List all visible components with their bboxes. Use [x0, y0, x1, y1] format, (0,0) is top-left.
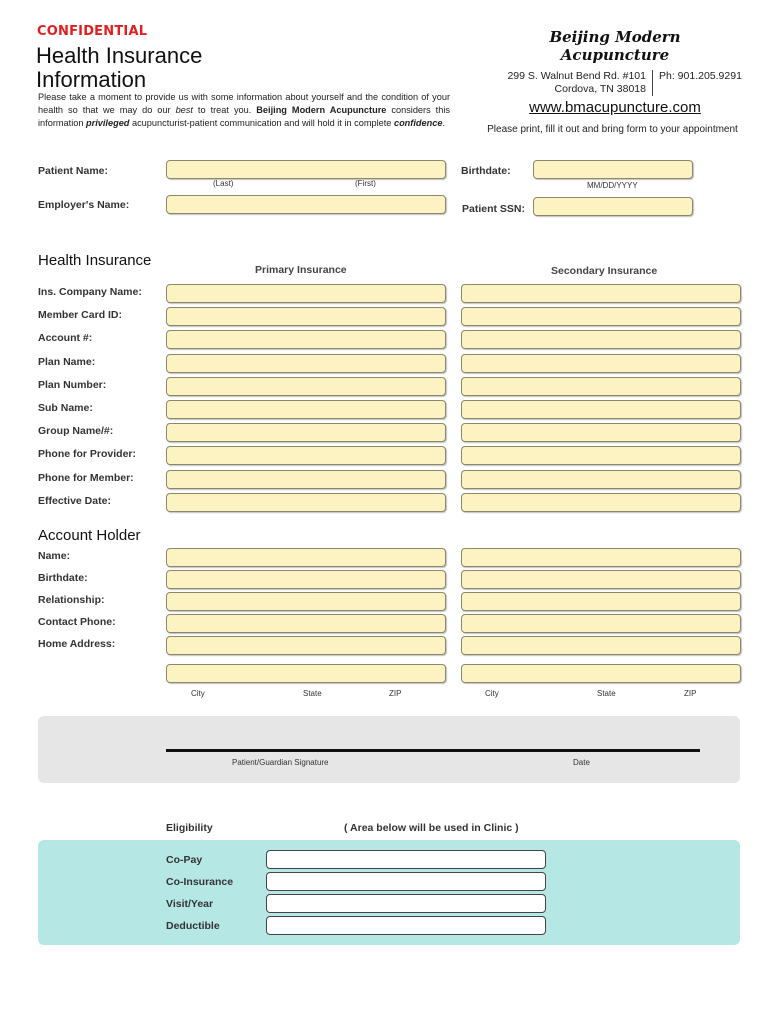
eligibility-field[interactable]	[266, 916, 546, 935]
insurance-row-label: Plan Number:	[38, 378, 107, 391]
primary-holder-field[interactable]	[166, 636, 446, 655]
eligibility-row-label: Co-Pay	[166, 854, 203, 866]
insurance-row-label: Phone for Provider:	[38, 448, 137, 461]
title-line-1: Health Insurance	[36, 43, 203, 68]
insurance-row-label: Account #:	[38, 332, 93, 345]
eligibility-field[interactable]	[266, 872, 546, 891]
intro-paragraph	[38, 91, 450, 130]
eligibility-row-label: Co-Insurance	[166, 876, 234, 888]
date-label: Date	[573, 758, 590, 767]
primary-insurance-field[interactable]	[166, 354, 446, 373]
primary-insurance-field[interactable]	[166, 470, 446, 489]
intro-text: to treat you.	[192, 105, 257, 115]
logo-line-1: Beijing Modern	[549, 28, 681, 46]
health-insurance-heading: Health Insurance	[38, 252, 152, 269]
eligibility-heading: Eligibility	[166, 822, 213, 834]
secondary-insurance-heading: Secondary Insurance	[551, 265, 658, 277]
primary-holder-field[interactable]	[166, 570, 446, 589]
holder-row-label: Name:	[38, 550, 71, 562]
insurance-row-label: Member Card ID:	[38, 309, 123, 322]
secondary-holder-field[interactable]	[461, 664, 741, 683]
employer-field[interactable]	[166, 195, 446, 214]
intro-text: .	[442, 118, 446, 128]
first-name-hint: (First)	[355, 179, 376, 188]
secondary-holder-field[interactable]	[461, 592, 741, 611]
primary-state-label: State	[303, 689, 322, 698]
ssn-label: Patient SSN:	[462, 203, 526, 215]
clinic-address	[500, 70, 653, 96]
intro-best: best	[175, 105, 193, 115]
primary-holder-field[interactable]	[166, 548, 446, 567]
address-line-1: 299 S. Walnut Bend Rd. #101	[507, 70, 646, 82]
primary-insurance-field[interactable]	[166, 307, 446, 326]
patient-name-label: Patient Name:	[38, 165, 109, 177]
account-holder-heading: Account Holder	[38, 527, 141, 544]
secondary-zip-label: ZIP	[684, 689, 697, 698]
insurance-row-label: Sub Name:	[38, 402, 93, 414]
signature-label: Patient/Guardian Signature	[232, 758, 329, 767]
birthdate-label: Birthdate:	[461, 165, 511, 177]
holder-row-label: Contact Phone:	[38, 616, 116, 628]
eligibility-row-label: Visit/Year	[166, 898, 214, 910]
primary-holder-field[interactable]	[166, 614, 446, 633]
logo-line-2: Acupuncture	[560, 46, 670, 64]
patient-name-field[interactable]	[166, 160, 446, 179]
primary-city-label: City	[191, 689, 205, 698]
holder-row-label: Home Address:	[38, 638, 116, 650]
primary-insurance-field[interactable]	[166, 423, 446, 442]
clinic-contact	[500, 70, 742, 96]
insurance-row-label: Group Name/#:	[38, 425, 114, 438]
secondary-state-label: State	[597, 689, 616, 698]
secondary-insurance-field[interactable]	[461, 446, 741, 465]
birthdate-hint: MM/DD/YYYY	[587, 181, 638, 190]
primary-insurance-field[interactable]	[166, 284, 446, 303]
primary-zip-label: ZIP	[389, 689, 402, 698]
secondary-holder-field[interactable]	[461, 548, 741, 567]
primary-insurance-field[interactable]	[166, 377, 446, 396]
signature-line[interactable]	[166, 749, 700, 752]
intro-text: Please take a moment to provide us with some information about yourself and the condition of your health so that we may do our	[38, 92, 450, 115]
title-line-2: Information	[36, 67, 147, 92]
secondary-holder-field[interactable]	[461, 614, 741, 633]
primary-insurance-field[interactable]	[166, 400, 446, 419]
clinic-phone: Ph: 901.205.9291	[659, 70, 742, 82]
holder-row-label: Relationship:	[38, 594, 105, 606]
insurance-row-label: Plan Name:	[38, 355, 96, 368]
secondary-insurance-field[interactable]	[461, 470, 741, 489]
secondary-insurance-field[interactable]	[461, 354, 741, 373]
insurance-row-label: Effective Date:	[38, 494, 111, 507]
address-line-2: Cordova, TN 38018	[554, 83, 646, 95]
primary-holder-field[interactable]	[166, 592, 446, 611]
holder-row-label: Birthdate:	[38, 572, 88, 584]
intro-text: considers this information	[38, 105, 450, 128]
secondary-insurance-field[interactable]	[461, 330, 741, 349]
secondary-insurance-field[interactable]	[461, 377, 741, 396]
confidential-label: CONFIDENTIAL	[37, 24, 148, 39]
birthdate-field[interactable]	[533, 160, 693, 179]
eligibility-row-label: Deductible	[166, 920, 220, 932]
clinic-website-link[interactable]: www.bmacupuncture.com	[529, 99, 701, 116]
insurance-row-label: Phone for Member:	[38, 471, 134, 484]
primary-insurance-field[interactable]	[166, 493, 446, 512]
secondary-city-label: City	[485, 689, 499, 698]
insurance-row-label: Ins. Company Name:	[38, 286, 142, 298]
secondary-insurance-field[interactable]	[461, 493, 741, 512]
intro-clinic: Beijing Modern Acupuncture	[256, 105, 387, 115]
eligibility-field[interactable]	[266, 894, 546, 913]
primary-holder-field[interactable]	[166, 664, 446, 683]
intro-privileged: privileged	[86, 118, 130, 128]
primary-insurance-heading: Primary Insurance	[255, 264, 347, 276]
intro-confidence: confidence	[393, 118, 443, 128]
page-title	[36, 44, 202, 92]
clinic-use-note: ( Area below will be used in Clinic )	[344, 822, 519, 834]
secondary-insurance-field[interactable]	[461, 307, 741, 326]
intro-text: acupuncturist-patient communication and will hold it in complete	[129, 118, 394, 128]
secondary-holder-field[interactable]	[461, 636, 741, 655]
primary-insurance-field[interactable]	[166, 446, 446, 465]
eligibility-field[interactable]	[266, 850, 546, 869]
employer-label: Employer's Name:	[38, 199, 130, 211]
secondary-holder-field[interactable]	[461, 570, 741, 589]
secondary-insurance-field[interactable]	[461, 284, 741, 303]
last-name-hint: (Last)	[213, 179, 234, 188]
clinic-logo	[540, 28, 690, 64]
secondary-insurance-field[interactable]	[461, 400, 741, 419]
print-note: Please print, fill it out and bring form to your appointment	[487, 124, 738, 135]
primary-insurance-field[interactable]	[166, 330, 446, 349]
ssn-field[interactable]	[533, 197, 693, 216]
secondary-insurance-field[interactable]	[461, 423, 741, 442]
